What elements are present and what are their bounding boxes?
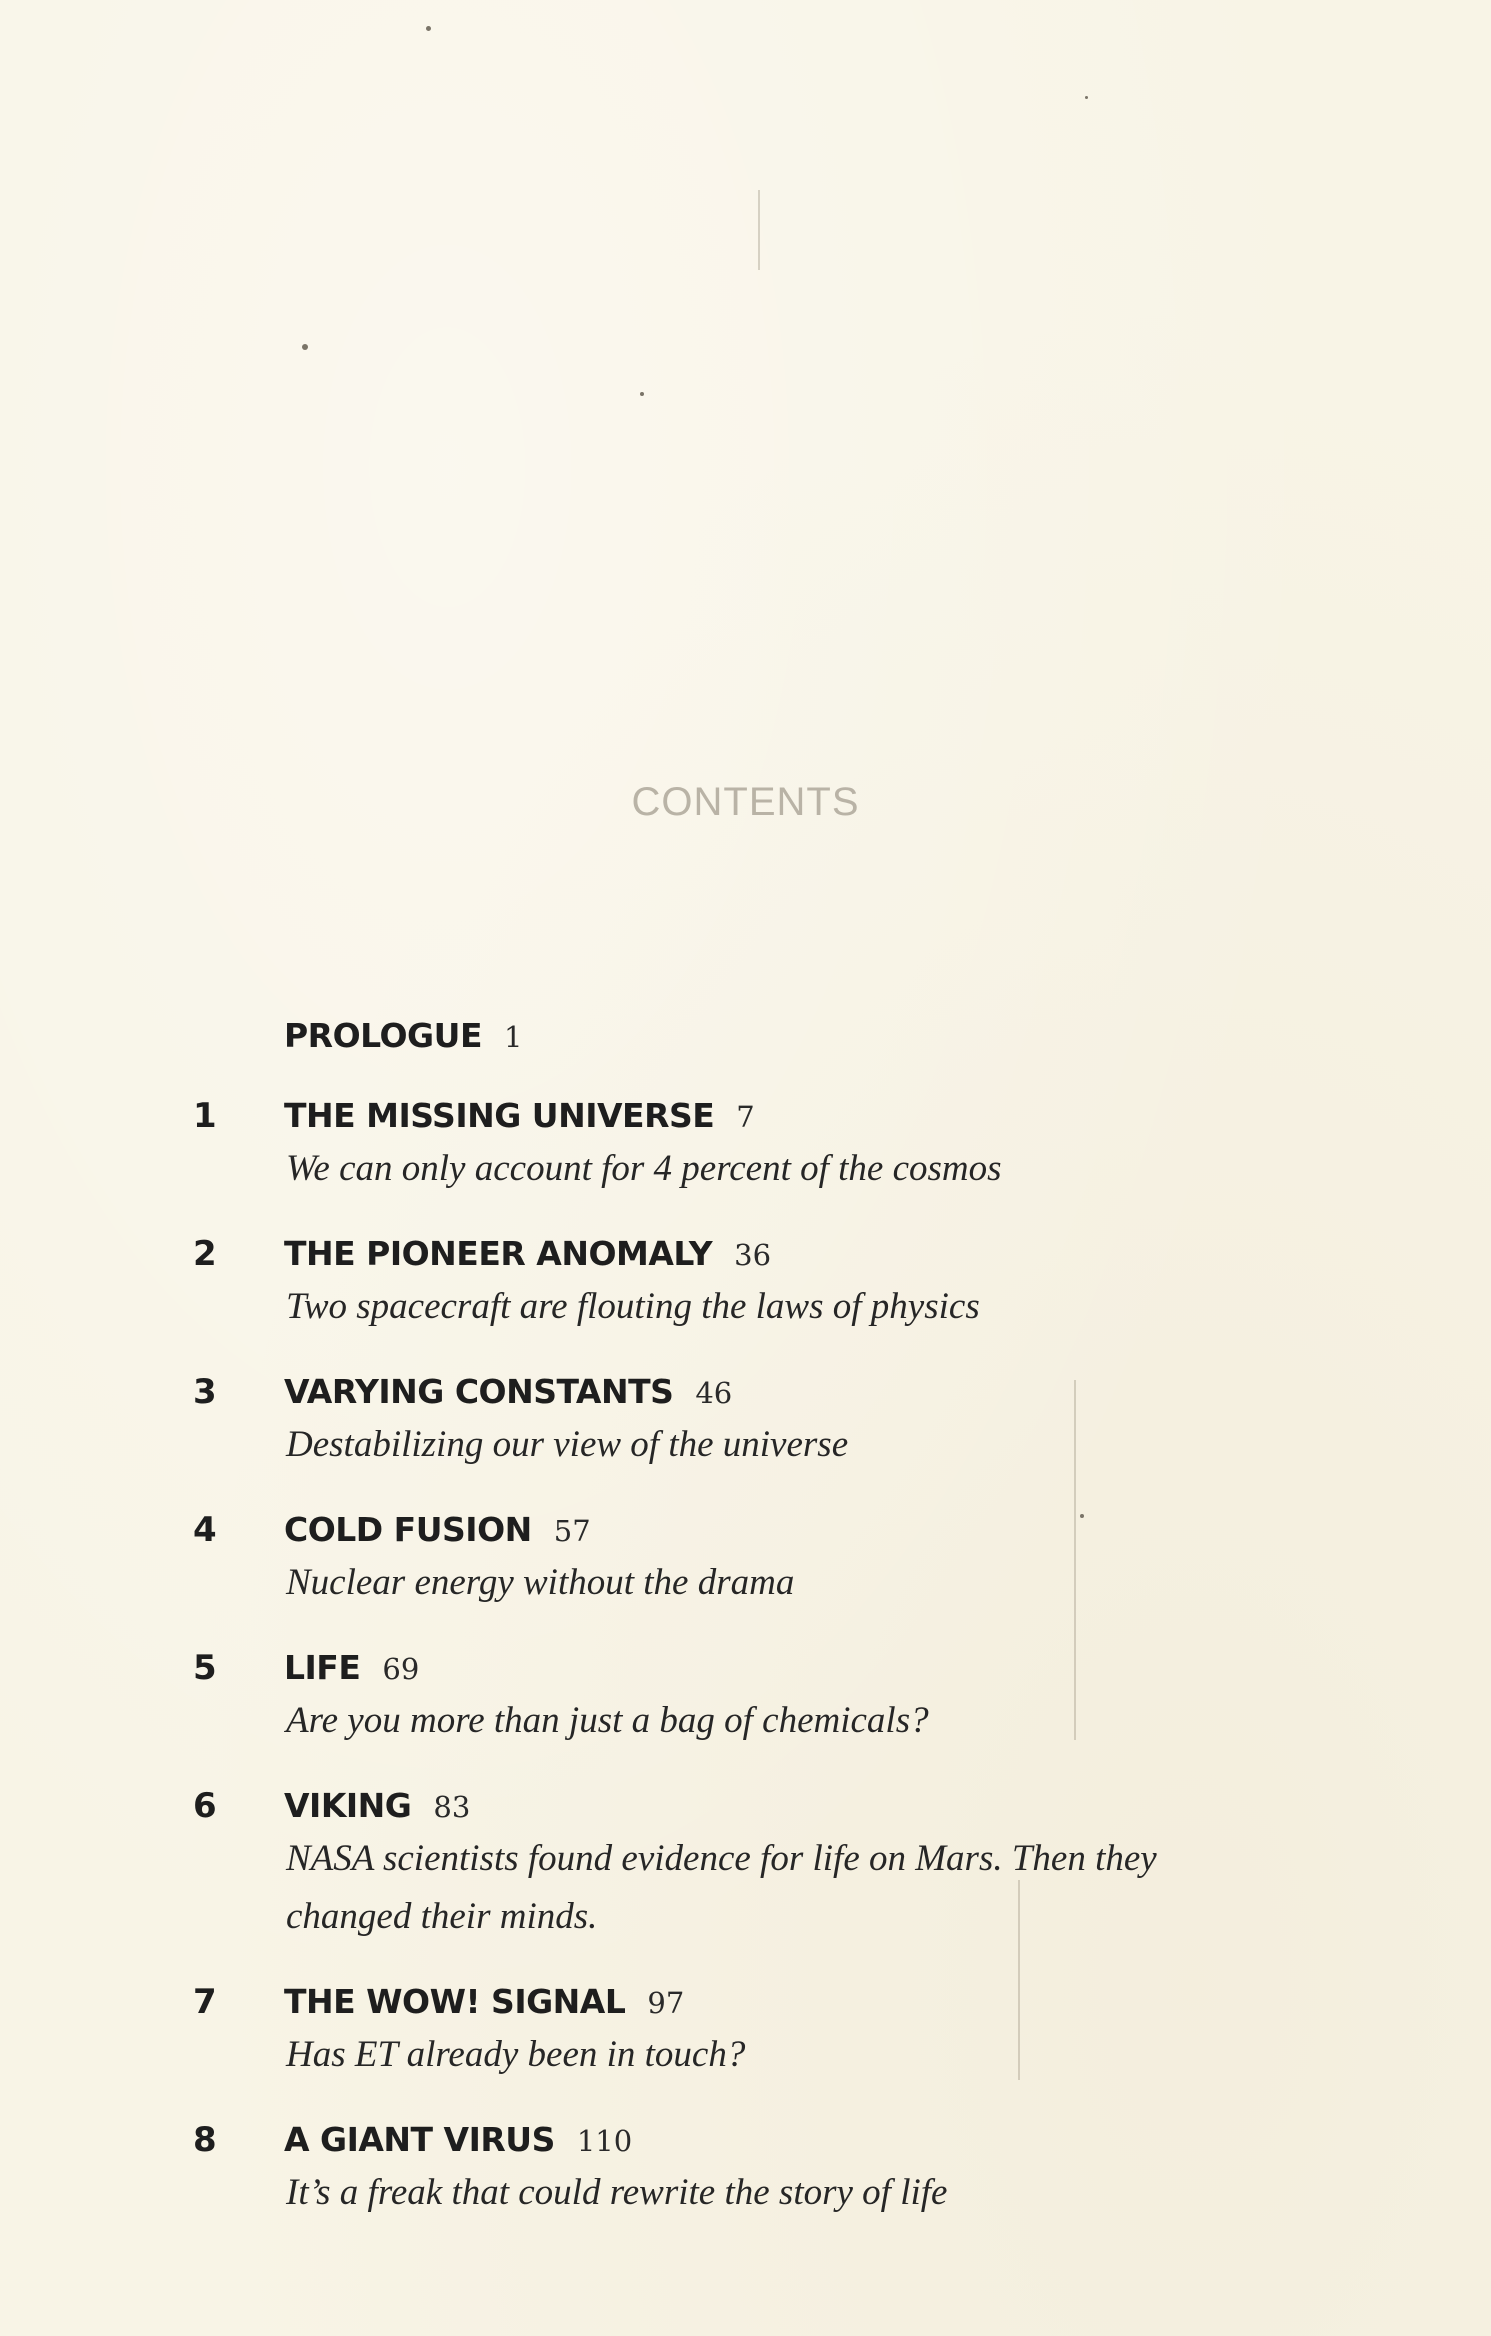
toc-title-line — [284, 1648, 419, 1695]
toc-title-line — [284, 1016, 522, 1063]
toc-title-line — [284, 2120, 632, 2167]
toc-page-number: 46 — [695, 1376, 733, 1410]
chapter-number: 8 — [193, 2120, 217, 2160]
chapter-number: 7 — [193, 1982, 217, 2022]
toc-subtitle: Nuclear energy without the drama — [286, 1562, 795, 1603]
toc-subtitle: NASA scientists found evidence for life on Mars. Then they changed their minds. — [286, 1838, 1157, 1937]
toc-subtitle: Are you more than just a bag of chemicals? — [286, 1700, 929, 1741]
toc-subtitle: Two spacecraft are flouting the laws of physics — [286, 1286, 980, 1327]
paper-speck — [426, 26, 431, 31]
toc-subtitle: Has ET already been in touch? — [286, 2034, 746, 2075]
paper-speck — [1080, 1514, 1084, 1518]
paper-speck — [640, 392, 644, 396]
chapter-number: 6 — [193, 1786, 217, 1826]
toc-subtitle: Destabilizing our view of the universe — [286, 1424, 849, 1465]
toc-title: COLD FUSION — [284, 1510, 532, 1549]
paper-crease — [758, 190, 760, 270]
toc-title: THE MISSING UNIVERSE — [284, 1096, 715, 1135]
toc-page-number: 110 — [576, 2124, 633, 2158]
toc-subtitle: It’s a freak that could rewrite the story of life — [286, 2172, 948, 2213]
toc-page-number: 1 — [503, 1020, 523, 1054]
toc-title: PROLOGUE — [284, 1016, 482, 1055]
toc-title-line — [284, 1982, 684, 2029]
paper-speck — [1085, 96, 1088, 99]
toc-page-number: 69 — [382, 1652, 420, 1686]
chapter-number: 5 — [193, 1648, 217, 1688]
toc-page-number: 36 — [734, 1238, 772, 1272]
toc-title-line — [284, 1372, 732, 1419]
toc-page-number: 83 — [433, 1790, 471, 1824]
chapter-number: 1 — [193, 1096, 217, 1136]
toc-title: THE WOW! SIGNAL — [284, 1982, 626, 2021]
chapter-number: 2 — [193, 1234, 217, 1274]
toc-title: LIFE — [284, 1648, 361, 1687]
toc-title-line — [284, 1096, 755, 1143]
paper-speck — [302, 344, 308, 350]
chapter-number: 3 — [193, 1372, 217, 1412]
toc-title: VIKING — [284, 1786, 412, 1825]
toc-title: A GIANT VIRUS — [284, 2120, 555, 2159]
toc-page-number: 57 — [553, 1514, 591, 1548]
toc-page-number: 97 — [647, 1986, 685, 2020]
chapter-number: 4 — [193, 1510, 217, 1550]
toc-title-line — [284, 1234, 771, 1281]
toc-title-line — [284, 1786, 470, 1833]
contents-heading: CONTENTS — [631, 780, 860, 824]
toc-subtitle: We can only account for 4 percent of the cosmos — [286, 1148, 1002, 1189]
toc-title-line — [284, 1510, 591, 1557]
toc-page-number: 7 — [736, 1100, 755, 1134]
toc-title: VARYING CONSTANTS — [284, 1372, 674, 1411]
toc-title: THE PIONEER ANOMALY — [284, 1234, 713, 1273]
